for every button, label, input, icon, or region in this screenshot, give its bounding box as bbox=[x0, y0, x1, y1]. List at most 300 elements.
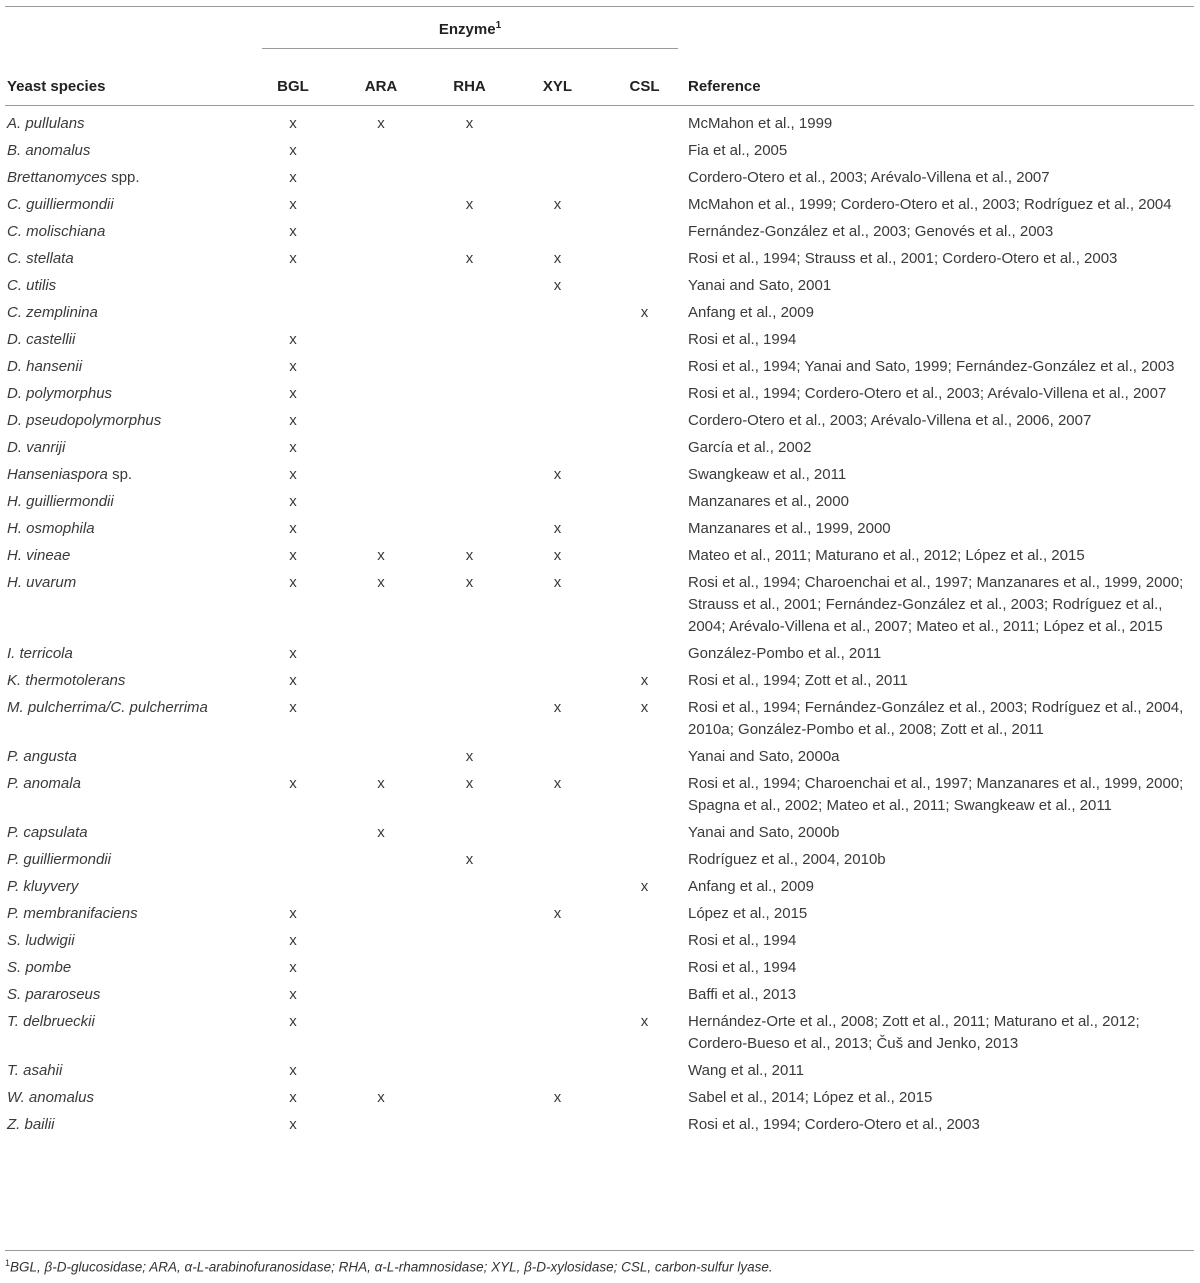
reference-cell: Rosi et al., 1994; Cordero-Otero et al., 2003 bbox=[688, 1116, 980, 1133]
enzyme-mark: x bbox=[377, 115, 385, 132]
col-header-reference: Reference bbox=[688, 73, 1194, 106]
enzyme-cell-bgl bbox=[249, 570, 337, 641]
species-cell bbox=[5, 327, 249, 354]
col-header-xyl: XYL bbox=[514, 73, 601, 106]
enzyme-cell-bgl bbox=[249, 138, 337, 165]
table-row bbox=[5, 543, 1194, 570]
enzyme-cell-bgl bbox=[249, 273, 337, 300]
enzyme-cell-xyl bbox=[514, 744, 601, 771]
reference-cell: Anfang et al., 2009 bbox=[688, 878, 814, 895]
species-name: C. guilliermondii bbox=[7, 196, 114, 213]
species-cell bbox=[5, 273, 249, 300]
table-row bbox=[5, 462, 1194, 489]
enzyme-mark: x bbox=[553, 466, 562, 483]
enzyme-mark: x bbox=[553, 775, 562, 792]
enzyme-cell-xyl bbox=[514, 820, 601, 847]
species-name: H. uvarum bbox=[7, 574, 77, 591]
enzyme-cell-bgl bbox=[249, 192, 337, 219]
enzyme-mark: x bbox=[640, 1013, 649, 1030]
species-name: K. thermotolerans bbox=[7, 672, 126, 689]
reference-cell: Cordero-Otero et al., 2003; Arévalo-Villena et al., 2007 bbox=[688, 169, 1050, 186]
species-cell bbox=[5, 847, 249, 874]
species-cell bbox=[5, 771, 249, 820]
enzyme-cell-ara bbox=[337, 744, 425, 771]
enzyme-mark: x bbox=[289, 196, 297, 213]
enzyme-cell-ara bbox=[337, 165, 425, 192]
enzyme-mark: x bbox=[289, 115, 297, 132]
enzyme-group-rule bbox=[262, 48, 678, 49]
enzyme-cell-csl bbox=[601, 955, 688, 982]
enzyme-mark: x bbox=[465, 775, 474, 792]
reference-cell: Mateo et al., 2011; Maturano et al., 2012; López et al., 2015 bbox=[688, 547, 1085, 564]
table-body bbox=[5, 106, 1194, 1140]
top-rule bbox=[5, 6, 1194, 7]
enzyme-cell-rha bbox=[425, 641, 514, 668]
enzyme-cell-ara bbox=[337, 300, 425, 327]
enzyme-mark: x bbox=[553, 905, 562, 922]
enzyme-cell-bgl bbox=[249, 106, 337, 139]
enzyme-cell-csl bbox=[601, 744, 688, 771]
reference-cell: Rosi et al., 1994; Cordero-Otero et al., 2003; Arévalo-Villena et al., 2007 bbox=[688, 385, 1167, 402]
enzyme-cell-xyl bbox=[514, 847, 601, 874]
reference-cell: McMahon et al., 1999 bbox=[688, 115, 833, 132]
species-name: A. pullulans bbox=[7, 115, 85, 132]
enzyme-mark: x bbox=[640, 699, 649, 716]
enzyme-cell-csl bbox=[601, 516, 688, 543]
enzyme-mark: x bbox=[289, 672, 297, 689]
enzyme-cell-csl bbox=[601, 543, 688, 570]
enzyme-cell-ara bbox=[337, 771, 425, 820]
enzyme-cell-rha bbox=[425, 901, 514, 928]
enzyme-cell-xyl bbox=[514, 771, 601, 820]
reference-cell: López et al., 2015 bbox=[688, 905, 808, 922]
enzyme-cell-csl bbox=[601, 165, 688, 192]
enzyme-cell-csl bbox=[601, 901, 688, 928]
bottom-rule bbox=[5, 1250, 1194, 1251]
enzyme-cell-xyl bbox=[514, 219, 601, 246]
enzyme-mark: x bbox=[289, 1013, 297, 1030]
table-footnote: $^1$BGL, β-D-glucosidase; ARA, α-L-arabinofuranosidase; RHA, α-L-rhamnosidase; XYL, β-D-xylosidase; CSL, carbon-sulfur lyase. bbox=[5, 1258, 773, 1275]
col-header-csl: CSL bbox=[601, 73, 688, 106]
reference-cell: Manzanares et al., 1999, 2000 bbox=[688, 520, 891, 537]
table-row bbox=[5, 874, 1194, 901]
species-cell bbox=[5, 570, 249, 641]
species-name: P. guilliermondii bbox=[7, 851, 111, 868]
table-row bbox=[5, 246, 1194, 273]
table-row bbox=[5, 641, 1194, 668]
reference-cell: Swangkeaw et al., 2011 bbox=[688, 466, 847, 483]
species-name: P. capsulata bbox=[7, 824, 88, 841]
enzyme-cell-bgl bbox=[249, 381, 337, 408]
reference-cell: Rosi et al., 1994; Fernández-González et al., 2003; Rodríguez et al., 2004, 2010a; González-Pombo et al., 2008; Zott et al., 2011 bbox=[688, 699, 1184, 738]
table-row bbox=[5, 1058, 1194, 1085]
enzyme-cell-csl bbox=[601, 435, 688, 462]
enzyme-cell-xyl bbox=[514, 435, 601, 462]
enzyme-cell-bgl bbox=[249, 1009, 337, 1058]
enzyme-cell-xyl bbox=[514, 273, 601, 300]
enzyme-cell-ara bbox=[337, 874, 425, 901]
enzyme-mark: x bbox=[289, 959, 297, 976]
species-name: Hanseniaspora bbox=[7, 466, 108, 483]
enzyme-cell-rha bbox=[425, 435, 514, 462]
enzyme-cell-bgl bbox=[249, 1058, 337, 1085]
enzyme-mark: x bbox=[465, 196, 474, 213]
enzyme-cell-rha bbox=[425, 847, 514, 874]
enzyme-cell-csl bbox=[601, 641, 688, 668]
species-name: T. delbrueckii bbox=[7, 1013, 95, 1030]
enzyme-cell-xyl bbox=[514, 106, 601, 139]
table-row bbox=[5, 165, 1194, 192]
species-cell bbox=[5, 641, 249, 668]
enzyme-cell-csl bbox=[601, 246, 688, 273]
enzyme-cell-ara bbox=[337, 901, 425, 928]
table-row bbox=[5, 901, 1194, 928]
species-name: I. terricola bbox=[7, 645, 73, 662]
enzyme-mark: x bbox=[377, 547, 385, 564]
species-cell bbox=[5, 901, 249, 928]
enzyme-cell-rha bbox=[425, 327, 514, 354]
enzyme-cell-ara bbox=[337, 219, 425, 246]
enzyme-cell-csl bbox=[601, 928, 688, 955]
species-name: D. hansenii bbox=[7, 358, 83, 375]
species-name: B. anomalus bbox=[7, 142, 91, 159]
reference-cell: Sabel et al., 2014; López et al., 2015 bbox=[688, 1089, 933, 1106]
enzyme-mark: x bbox=[289, 223, 297, 240]
enzyme-cell-bgl bbox=[249, 516, 337, 543]
enzyme-cell-csl bbox=[601, 668, 688, 695]
enzyme-mark: x bbox=[289, 574, 297, 591]
reference-cell: González-Pombo et al., 2011 bbox=[688, 645, 882, 662]
species-name: Brettanomyces bbox=[7, 169, 108, 186]
enzyme-cell-bgl bbox=[249, 219, 337, 246]
enzyme-mark: x bbox=[289, 358, 297, 375]
species-cell bbox=[5, 192, 249, 219]
species-name: H. osmophila bbox=[7, 520, 95, 537]
enzyme-mark: x bbox=[289, 1116, 297, 1133]
enzyme-cell-ara bbox=[337, 138, 425, 165]
enzyme-cell-ara bbox=[337, 1058, 425, 1085]
enzyme-cell-bgl bbox=[249, 668, 337, 695]
species-cell bbox=[5, 435, 249, 462]
species-cell bbox=[5, 744, 249, 771]
enzyme-cell-csl bbox=[601, 327, 688, 354]
enzyme-cell-ara bbox=[337, 106, 425, 139]
enzyme-cell-csl bbox=[601, 1058, 688, 1085]
enzyme-cell-bgl bbox=[249, 695, 337, 744]
enzyme-cell-xyl bbox=[514, 928, 601, 955]
species-cell bbox=[5, 1009, 249, 1058]
enzyme-cell-ara bbox=[337, 1009, 425, 1058]
enzyme-cell-xyl bbox=[514, 462, 601, 489]
col-header-ara: ARA bbox=[337, 73, 425, 106]
enzyme-cell-ara bbox=[337, 982, 425, 1009]
enzyme-mark: x bbox=[465, 574, 474, 591]
enzyme-mark: x bbox=[289, 331, 297, 348]
enzyme-cell-xyl bbox=[514, 1112, 601, 1139]
enzyme-mark: x bbox=[465, 250, 474, 267]
enzyme-cell-bgl bbox=[249, 246, 337, 273]
enzyme-cell-bgl bbox=[249, 1085, 337, 1112]
enzyme-cell-ara bbox=[337, 570, 425, 641]
enzyme-cell-rha bbox=[425, 219, 514, 246]
table-row bbox=[5, 955, 1194, 982]
enzyme-cell-xyl bbox=[514, 327, 601, 354]
species-name: D. castellii bbox=[7, 331, 76, 348]
enzyme-cell-ara bbox=[337, 273, 425, 300]
enzyme-cell-bgl bbox=[249, 928, 337, 955]
species-name: D. pseudopolymorphus bbox=[7, 412, 162, 429]
enzyme-cell-bgl bbox=[249, 462, 337, 489]
species-name: P. kluyvery bbox=[7, 878, 79, 895]
table-row bbox=[5, 744, 1194, 771]
enzyme-cell-bgl bbox=[249, 874, 337, 901]
enzyme-cell-bgl bbox=[249, 354, 337, 381]
table-row bbox=[5, 771, 1194, 820]
enzyme-cell-csl bbox=[601, 847, 688, 874]
enzyme-mark: x bbox=[289, 520, 297, 537]
enzyme-cell-ara bbox=[337, 820, 425, 847]
enzyme-cell-rha bbox=[425, 744, 514, 771]
enzyme-cell-rha bbox=[425, 165, 514, 192]
reference-cell: Fernández-González et al., 2003; Genovés et al., 2003 bbox=[688, 223, 1054, 240]
enzyme-cell-xyl bbox=[514, 516, 601, 543]
enzyme-cell-ara bbox=[337, 847, 425, 874]
table-row bbox=[5, 1009, 1194, 1058]
enzyme-cell-rha bbox=[425, 1085, 514, 1112]
enzyme-cell-ara bbox=[337, 408, 425, 435]
enzyme-cell-xyl bbox=[514, 381, 601, 408]
species-cell bbox=[5, 246, 249, 273]
species-cell bbox=[5, 668, 249, 695]
enzyme-cell-rha bbox=[425, 874, 514, 901]
enzyme-cell-csl bbox=[601, 381, 688, 408]
species-name: P. membranifaciens bbox=[7, 905, 138, 922]
reference-cell: Rosi et al., 1994; Charoenchai et al., 1997; Manzanares et al., 1999, 2000; Spagna et al., 2002; Mateo et al., 2011; Swangkeaw et al., 2011 bbox=[688, 775, 1184, 814]
enzyme-mark: x bbox=[640, 878, 649, 895]
table-row bbox=[5, 106, 1194, 139]
enzyme-mark: x bbox=[553, 250, 562, 267]
enzyme-cell-csl bbox=[601, 489, 688, 516]
enzyme-cell-ara bbox=[337, 641, 425, 668]
enzyme-cell-rha bbox=[425, 1058, 514, 1085]
enzyme-mark: x bbox=[289, 932, 297, 949]
enzyme-cell-rha bbox=[425, 820, 514, 847]
enzyme-mark: x bbox=[289, 699, 297, 716]
enzyme-group-title: Enzyme$^1$ bbox=[438, 20, 502, 38]
reference-cell: Hernández-Orte et al., 2008; Zott et al., 2011; Maturano et al., 2012; Cordero-Bueso et al., 2013; Čuš and Jenko, 2013 bbox=[688, 1013, 1140, 1052]
species-cell bbox=[5, 1112, 249, 1139]
enzyme-cell-csl bbox=[601, 1112, 688, 1139]
enzyme-cell-bgl bbox=[249, 489, 337, 516]
enzyme-mark: x bbox=[289, 493, 297, 510]
enzyme-cell-csl bbox=[601, 820, 688, 847]
enzyme-cell-ara bbox=[337, 543, 425, 570]
enzyme-cell-ara bbox=[337, 955, 425, 982]
enzyme-cell-ara bbox=[337, 327, 425, 354]
species-name: P. anomala bbox=[7, 775, 81, 792]
reference-cell: Fia et al., 2005 bbox=[688, 142, 788, 159]
species-name: C. molischiana bbox=[7, 223, 106, 240]
table-row bbox=[5, 982, 1194, 1009]
enzyme-mark: x bbox=[465, 748, 474, 765]
table-row bbox=[5, 570, 1194, 641]
enzyme-cell-csl bbox=[601, 300, 688, 327]
enzyme-cell-bgl bbox=[249, 300, 337, 327]
enzyme-mark: x bbox=[553, 574, 562, 591]
enzyme-cell-xyl bbox=[514, 1058, 601, 1085]
enzyme-cell-rha bbox=[425, 489, 514, 516]
enzyme-cell-csl bbox=[601, 138, 688, 165]
enzyme-cell-rha bbox=[425, 771, 514, 820]
enzyme-cell-bgl bbox=[249, 435, 337, 462]
enzyme-cell-bgl bbox=[249, 820, 337, 847]
enzyme-mark: x bbox=[377, 824, 385, 841]
enzyme-cell-rha bbox=[425, 570, 514, 641]
enzyme-cell-bgl bbox=[249, 543, 337, 570]
enzyme-mark: x bbox=[377, 775, 385, 792]
enzyme-cell-xyl bbox=[514, 246, 601, 273]
enzyme-group-header bbox=[262, 16, 678, 40]
enzyme-cell-rha bbox=[425, 955, 514, 982]
enzyme-cell-ara bbox=[337, 246, 425, 273]
enzyme-mark: x bbox=[553, 520, 562, 537]
table-row bbox=[5, 192, 1194, 219]
enzyme-mark: x bbox=[289, 775, 297, 792]
table-row bbox=[5, 928, 1194, 955]
table-row bbox=[5, 847, 1194, 874]
enzyme-cell-rha bbox=[425, 928, 514, 955]
species-name: C. utilis bbox=[7, 277, 57, 294]
enzyme-mark: x bbox=[465, 851, 474, 868]
enzyme-cell-rha bbox=[425, 462, 514, 489]
enzyme-mark: x bbox=[289, 645, 297, 662]
enzyme-cell-rha bbox=[425, 354, 514, 381]
species-cell bbox=[5, 219, 249, 246]
enzyme-cell-csl bbox=[601, 1085, 688, 1112]
enzyme-cell-xyl bbox=[514, 1085, 601, 1112]
enzyme-cell-xyl bbox=[514, 955, 601, 982]
enzyme-cell-csl bbox=[601, 273, 688, 300]
species-cell bbox=[5, 489, 249, 516]
species-cell bbox=[5, 300, 249, 327]
col-header-rha: RHA bbox=[425, 73, 514, 106]
table-row bbox=[5, 138, 1194, 165]
enzyme-cell-csl bbox=[601, 219, 688, 246]
species-name: T. asahii bbox=[7, 1062, 63, 1079]
species-name: H. guilliermondii bbox=[7, 493, 114, 510]
enzyme-cell-xyl bbox=[514, 300, 601, 327]
yeast-enzyme-table bbox=[5, 73, 1194, 1139]
species-suffix: spp. bbox=[107, 169, 140, 186]
enzyme-cell-csl bbox=[601, 408, 688, 435]
species-name: H. vineae bbox=[7, 547, 71, 564]
enzyme-cell-bgl bbox=[249, 408, 337, 435]
enzyme-cell-rha bbox=[425, 543, 514, 570]
reference-cell: Rosi et al., 1994 bbox=[688, 959, 797, 976]
species-cell bbox=[5, 462, 249, 489]
reference-cell: Rosi et al., 1994; Strauss et al., 2001; Cordero-Otero et al., 2003 bbox=[688, 250, 1118, 267]
enzyme-cell-ara bbox=[337, 354, 425, 381]
species-name: P. angusta bbox=[7, 748, 77, 765]
reference-cell: Rosi et al., 1994; Zott et al., 2011 bbox=[688, 672, 908, 689]
table-row bbox=[5, 516, 1194, 543]
enzyme-mark: x bbox=[289, 250, 297, 267]
reference-cell: Yanai and Sato, 2000a bbox=[688, 748, 840, 765]
table-header-row bbox=[5, 73, 1194, 106]
enzyme-mark: x bbox=[289, 412, 297, 429]
species-cell bbox=[5, 982, 249, 1009]
enzyme-cell-xyl bbox=[514, 668, 601, 695]
enzyme-cell-rha bbox=[425, 982, 514, 1009]
enzyme-cell-xyl bbox=[514, 354, 601, 381]
enzyme-cell-xyl bbox=[514, 570, 601, 641]
enzyme-cell-bgl bbox=[249, 901, 337, 928]
table-row bbox=[5, 1085, 1194, 1112]
enzyme-cell-rha bbox=[425, 408, 514, 435]
enzyme-cell-xyl bbox=[514, 192, 601, 219]
enzyme-mark: x bbox=[289, 439, 297, 456]
enzyme-mark: x bbox=[377, 574, 385, 591]
table-row bbox=[5, 1112, 1194, 1139]
species-name: Z. bailii bbox=[7, 1116, 55, 1133]
enzyme-cell-xyl bbox=[514, 982, 601, 1009]
enzyme-cell-ara bbox=[337, 192, 425, 219]
enzyme-cell-xyl bbox=[514, 543, 601, 570]
enzyme-mark: x bbox=[289, 986, 297, 1003]
enzyme-cell-ara bbox=[337, 516, 425, 543]
enzyme-cell-ara bbox=[337, 381, 425, 408]
reference-cell: Anfang et al., 2009 bbox=[688, 304, 814, 321]
enzyme-cell-bgl bbox=[249, 641, 337, 668]
enzyme-cell-bgl bbox=[249, 982, 337, 1009]
enzyme-mark: x bbox=[640, 304, 649, 321]
enzyme-cell-rha bbox=[425, 516, 514, 543]
species-cell bbox=[5, 543, 249, 570]
table-row bbox=[5, 273, 1194, 300]
species-cell bbox=[5, 874, 249, 901]
enzyme-cell-ara bbox=[337, 489, 425, 516]
table-row bbox=[5, 381, 1194, 408]
enzyme-cell-bgl bbox=[249, 847, 337, 874]
enzyme-cell-ara bbox=[337, 695, 425, 744]
enzyme-mark: x bbox=[289, 142, 297, 159]
enzyme-cell-ara bbox=[337, 928, 425, 955]
enzyme-mark: x bbox=[465, 115, 474, 132]
enzyme-cell-rha bbox=[425, 106, 514, 139]
enzyme-cell-xyl bbox=[514, 489, 601, 516]
enzyme-cell-csl bbox=[601, 771, 688, 820]
enzyme-cell-rha bbox=[425, 300, 514, 327]
enzyme-mark: x bbox=[289, 1089, 297, 1106]
enzyme-cell-ara bbox=[337, 462, 425, 489]
enzyme-mark: x bbox=[289, 466, 297, 483]
enzyme-cell-csl bbox=[601, 695, 688, 744]
enzyme-cell-rha bbox=[425, 1009, 514, 1058]
enzyme-cell-bgl bbox=[249, 771, 337, 820]
enzyme-mark: x bbox=[289, 169, 297, 186]
table-row bbox=[5, 435, 1194, 462]
enzyme-cell-xyl bbox=[514, 641, 601, 668]
table-row bbox=[5, 668, 1194, 695]
enzyme-mark: x bbox=[553, 277, 562, 294]
enzyme-mark: x bbox=[289, 547, 297, 564]
enzyme-mark: x bbox=[553, 699, 562, 716]
enzyme-cell-rha bbox=[425, 668, 514, 695]
enzyme-mark: x bbox=[553, 547, 562, 564]
enzyme-cell-xyl bbox=[514, 874, 601, 901]
species-cell bbox=[5, 955, 249, 982]
enzyme-cell-ara bbox=[337, 435, 425, 462]
